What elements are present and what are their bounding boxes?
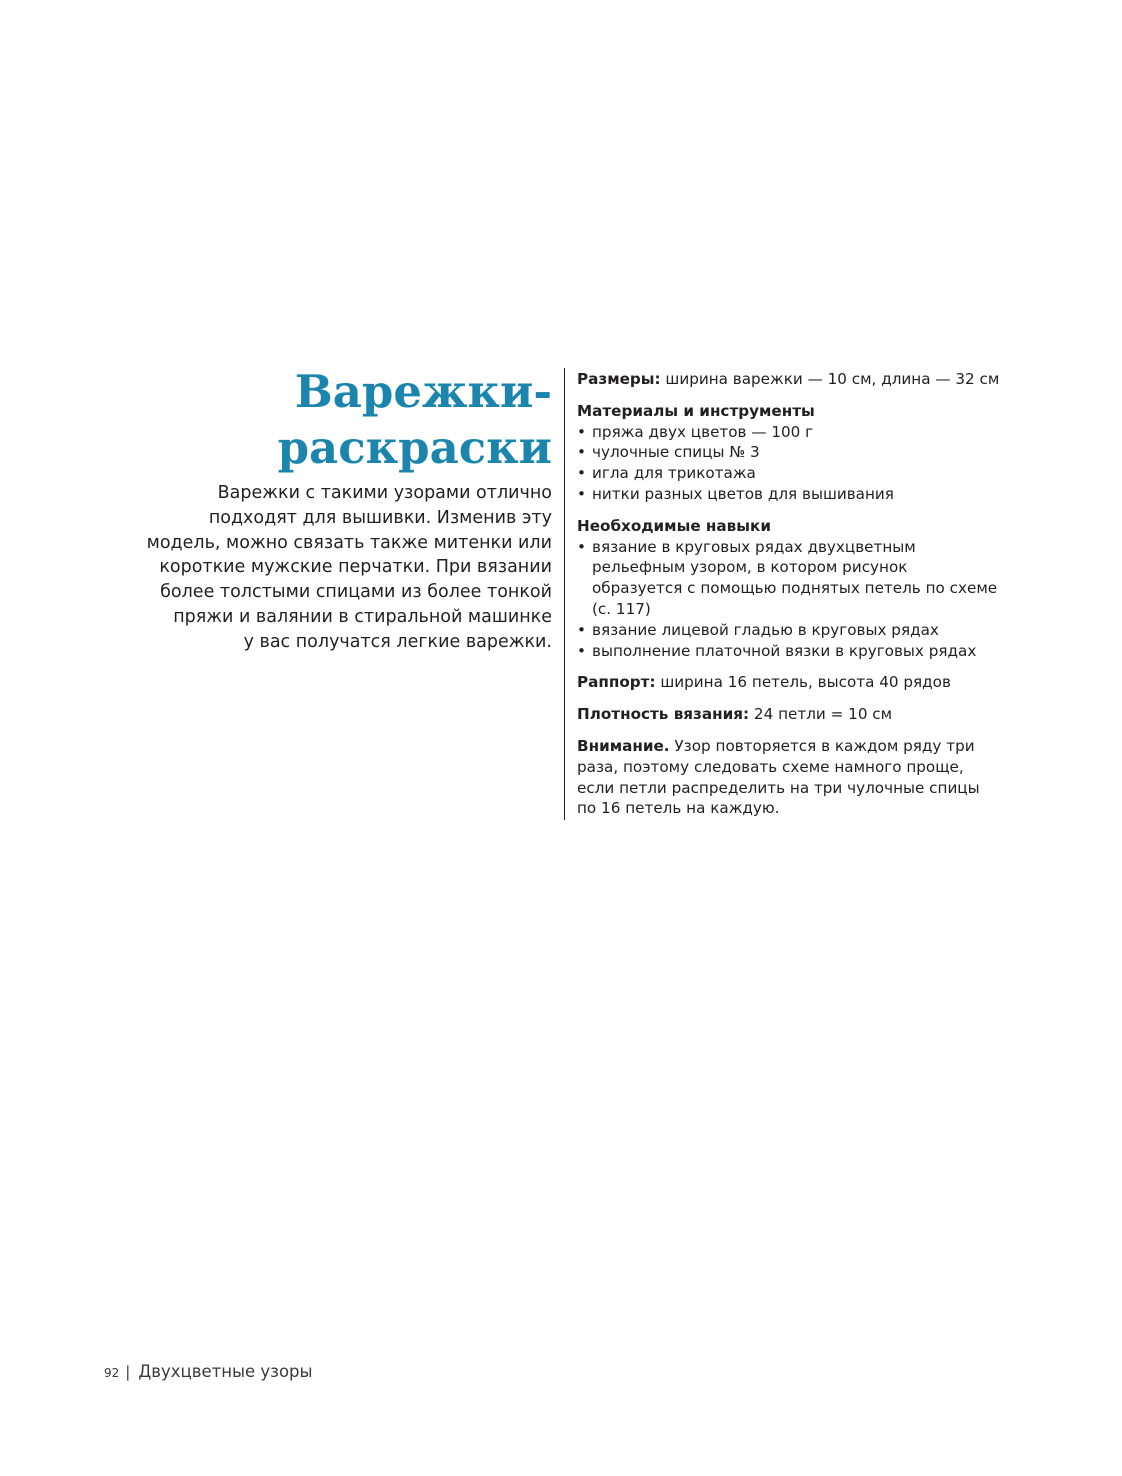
intro-line: у вас получатся легкие варежки. xyxy=(243,631,552,652)
list-item xyxy=(577,537,1117,620)
intro-line: более толстыми спицами из более тонкой xyxy=(160,582,552,603)
density-label: Плотность вязания: xyxy=(577,705,750,724)
attention-note xyxy=(577,736,1117,819)
intro-line: Варежки с такими узорами отлично xyxy=(217,483,552,503)
materials-heading xyxy=(577,401,1117,422)
density-line xyxy=(577,704,1117,725)
intro-paragraph xyxy=(122,481,552,655)
materials-list xyxy=(577,422,1117,505)
specs-column xyxy=(577,369,1117,819)
list-item: • чулочные спицы № 3 xyxy=(577,442,1117,463)
skills-section xyxy=(577,516,1117,662)
attention-line xyxy=(577,736,1117,757)
attention-label: Внимание. xyxy=(577,736,670,755)
attention-line: раза, поэтому следовать схеме намного проще, xyxy=(577,757,964,776)
list-item: • пряжа двух цветов — 100 г xyxy=(577,422,1117,443)
title-line-1: Варежки- xyxy=(294,365,552,418)
materials-section xyxy=(577,401,1117,505)
page-number: 92 xyxy=(104,1366,120,1380)
footer-separator: | xyxy=(125,1363,131,1381)
list-item-line: (с. 117) xyxy=(592,599,651,618)
list-item: • игла для трикотажа xyxy=(577,463,1117,484)
attention-line: по 16 петель на каждую. xyxy=(577,799,780,818)
intro-line: короткие мужские перчатки. При вязании xyxy=(159,557,552,578)
skills-heading-text: Необходимые навыки xyxy=(577,516,771,535)
list-item-line: образуется с помощью поднятых петель по схеме xyxy=(592,579,998,598)
sizes-text: ширина варежки — 10 см, длина — 32 см xyxy=(660,370,1000,388)
column-divider xyxy=(564,368,565,820)
intro-line: модель, можно связать также митенки или xyxy=(146,532,552,553)
skills-heading xyxy=(577,516,1117,537)
rapport-text: ширина 16 петель, высота 40 рядов xyxy=(655,673,951,692)
page-title xyxy=(278,364,552,476)
intro-line: пряжи и валянии в стиральной машинке xyxy=(173,606,552,627)
chapter-title: Двухцветные узоры xyxy=(138,1362,313,1381)
rapport-line xyxy=(577,672,1117,693)
list-item: • вязание лицевой гладью в круговых рядах xyxy=(577,620,1117,641)
attention-line: если петли распределить на три чулочные спицы xyxy=(577,778,980,797)
skills-list xyxy=(577,537,1117,662)
page-footer xyxy=(104,1362,313,1381)
title-line-2: раскраски xyxy=(277,421,552,474)
list-item-line: рельефным узором, в котором рисунок xyxy=(592,558,908,577)
list-item-line: • вязание в круговых рядах двухцветным xyxy=(592,537,916,556)
attention-text: Узор повторяется в каждом ряду три xyxy=(669,736,975,755)
sizes-line xyxy=(577,369,1117,390)
sizes-label: Размеры: xyxy=(577,370,661,388)
materials-heading-text: Материалы и инструменты xyxy=(577,401,815,420)
rapport-label: Раппорт: xyxy=(577,673,656,692)
list-item: • выполнение платочной вязки в круговых рядах xyxy=(577,641,1117,662)
list-item: • нитки разных цветов для вышивания xyxy=(577,484,1117,505)
density-text: 24 петли = 10 см xyxy=(749,705,893,724)
intro-line: подходят для вышивки. Изменив эту xyxy=(208,507,552,528)
